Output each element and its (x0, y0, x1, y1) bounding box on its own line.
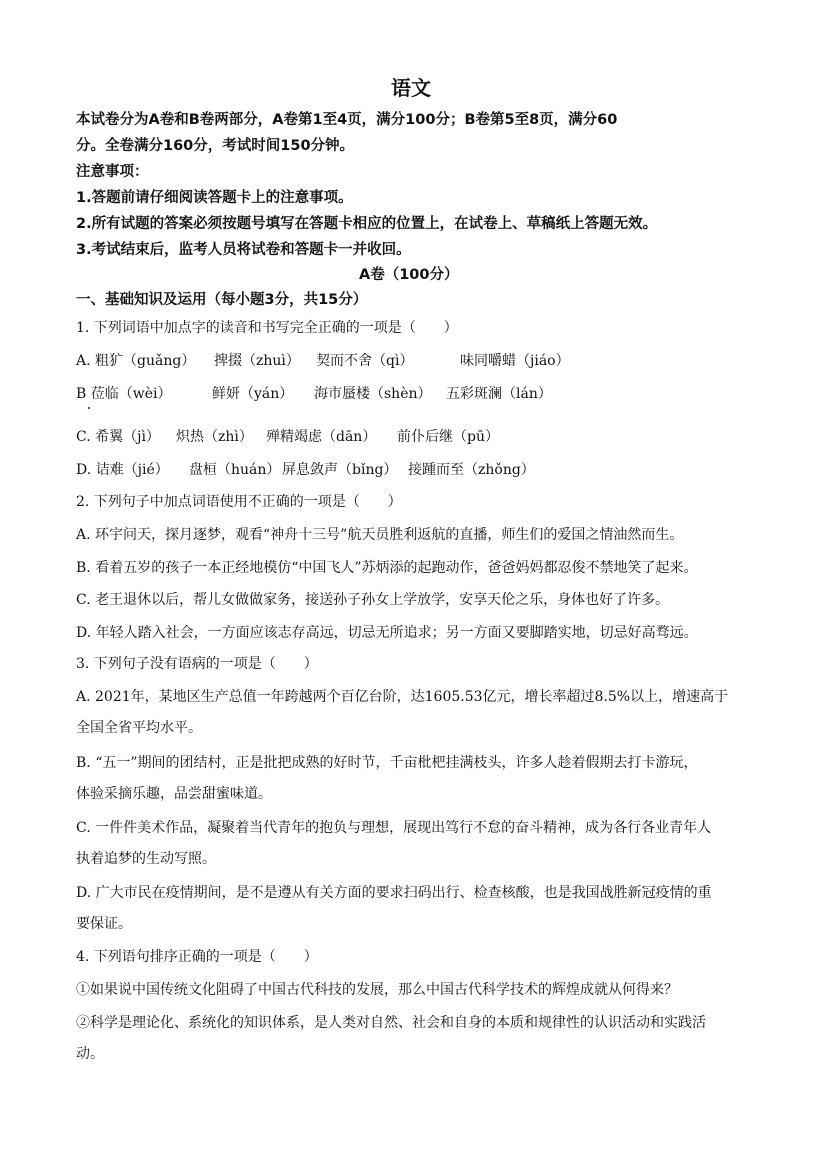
q1-option-c-4: 前仆后继（pū） (397, 429, 499, 445)
q3-option-b-line-2: 体验采摘乐趣，品尝甜蜜味道。 (76, 786, 272, 802)
q2-option-b: B. 看着五岁的孩子一本正经地模仿“中国飞人”苏炳添的起跑动作，爸爸妈妈都忍俊不禁地笑了起来。 (76, 560, 698, 576)
q3-option-a-line-1: A. 2021年，某地区生产总值一年跨越两个百亿台阶，达1605.53亿元，增长率超过8.5%以上，增速高于 (76, 689, 729, 705)
question-3-stem: 3. 下列句子没有语病的一项是（ ） (76, 656, 318, 672)
emphasis-dot (88, 407, 90, 409)
q2-option-d: D. 年轻人踏入社会，一方面应该志存高远，切忌无所追求；另一方面又要脚踏实地，切忌好高骛远。 (76, 625, 698, 641)
notice-item-1: 1.答题前请仔细阅读答题卡上的注意事项。 (76, 190, 353, 206)
q3-option-c-line-1: C. 一件件美术作品，凝聚着当代青年的抱负与理想，展现出笃行不怠的奋斗精神，成为各行各业青年人 (76, 820, 712, 836)
part-1-heading: 一、基础知识及运用（每小题3分，共15分） (76, 292, 368, 308)
q3-option-d-line-2: 要保证。 (76, 916, 132, 932)
q1-option-d-2: 盘桓（huán） (189, 462, 281, 478)
q1-option-a-4: 味同嚼蜡（jiáo） (460, 353, 570, 369)
q1-option-b-2: 鲜妍（yán） (212, 386, 294, 402)
q1-option-b-4: 五彩斑澜（lán） (446, 386, 552, 402)
notice-heading: 注意事项： (76, 164, 149, 180)
intro-line-2: 分。全卷满分160分，考试时间150分钟。 (76, 138, 355, 154)
intro-line-1: 本试卷分为A卷和B卷两部分，A卷第1至4页，满分100分；B卷第5至8页，满分60 (76, 112, 618, 128)
q1-option-c-3: 殚精竭虑（dān） (266, 429, 377, 445)
q3-option-b-line-1: B. “五一”期间的团结村，正是批把成熟的好时节，千亩枇杷挂满枝头，许多人趁着假期去打卡游玩， (76, 755, 698, 771)
q1-option-c-2: 炽热（zhì） (176, 429, 253, 445)
q3-option-d-line-1: D. 广大市民在疫情期间，是不是遵从有关方面的要求扫码出行、检查核酸，也是我国战胜新冠疫情的重 (76, 885, 712, 901)
notice-item-3: 3.考试结束后，监考人员将试卷和答题卡一并收回。 (76, 242, 411, 258)
q1-option-d-3: 屏息敛声（bǐng） (282, 462, 398, 478)
q4-sentence-2-line-1: ②科学是理论化、系统化的知识体系，是人类对自然、社会和自身的本质和规律性的认识活动和实践活 (76, 1015, 706, 1031)
section-a-heading: A卷（100分） (359, 267, 459, 283)
question-4-stem: 4. 下列语句排序正确的一项是（ ） (76, 949, 318, 965)
question-2-stem: 2. 下列句子中加点词语使用不正确的一项是（ ） (76, 494, 402, 510)
page-title: 语文 (391, 76, 431, 100)
q4-sentence-1: ①如果说中国传统文化阻碍了中国古代科技的发展，那么中国古代科学技术的辉煌成就从何得来？ (76, 982, 678, 998)
q3-option-a-line-2: 全国全省平均水平。 (76, 720, 202, 736)
q1-option-a-3: 契而不舍（qì） (316, 353, 414, 369)
q2-option-c: C. 老王退休以后，帮儿女做做家务，接送孙子孙女上学放学，安享天伦之乐，身体也好了许多。 (76, 592, 670, 608)
q1-option-d-4: 接踵而至（zhǒng） (408, 462, 535, 478)
q2-option-a: A. 环宇问天，探月逐梦，观看“神舟十三号”航天员胜利返航的直播，师生们的爱国之情油然而生。 (76, 527, 684, 543)
q1-option-d-1: D. 诘难（jié） (76, 462, 169, 478)
notice-item-2: 2.所有试题的答案必须按题号填写在答题卡相应的位置上，在试卷上、草稿纸上答题无效。 (76, 216, 658, 232)
q1-option-b-3: 海市蜃楼（shèn） (314, 386, 432, 402)
question-1-stem: 1. 下列词语中加点字的读音和书写完全正确的一项是（ ） (76, 320, 458, 336)
q1-option-a-2: 捭掇（zhuì） (214, 353, 300, 369)
q1-option-c-1: C. 希翼（jì） (76, 429, 160, 445)
q3-option-c-line-2: 执着追梦的生动写照。 (76, 851, 216, 867)
q1-option-a-1: A. 粗犷（guǎng） (76, 353, 196, 369)
q4-sentence-2-line-2: 动。 (76, 1046, 104, 1062)
q1-option-b-1: B 莅临（wèi） (76, 386, 172, 402)
